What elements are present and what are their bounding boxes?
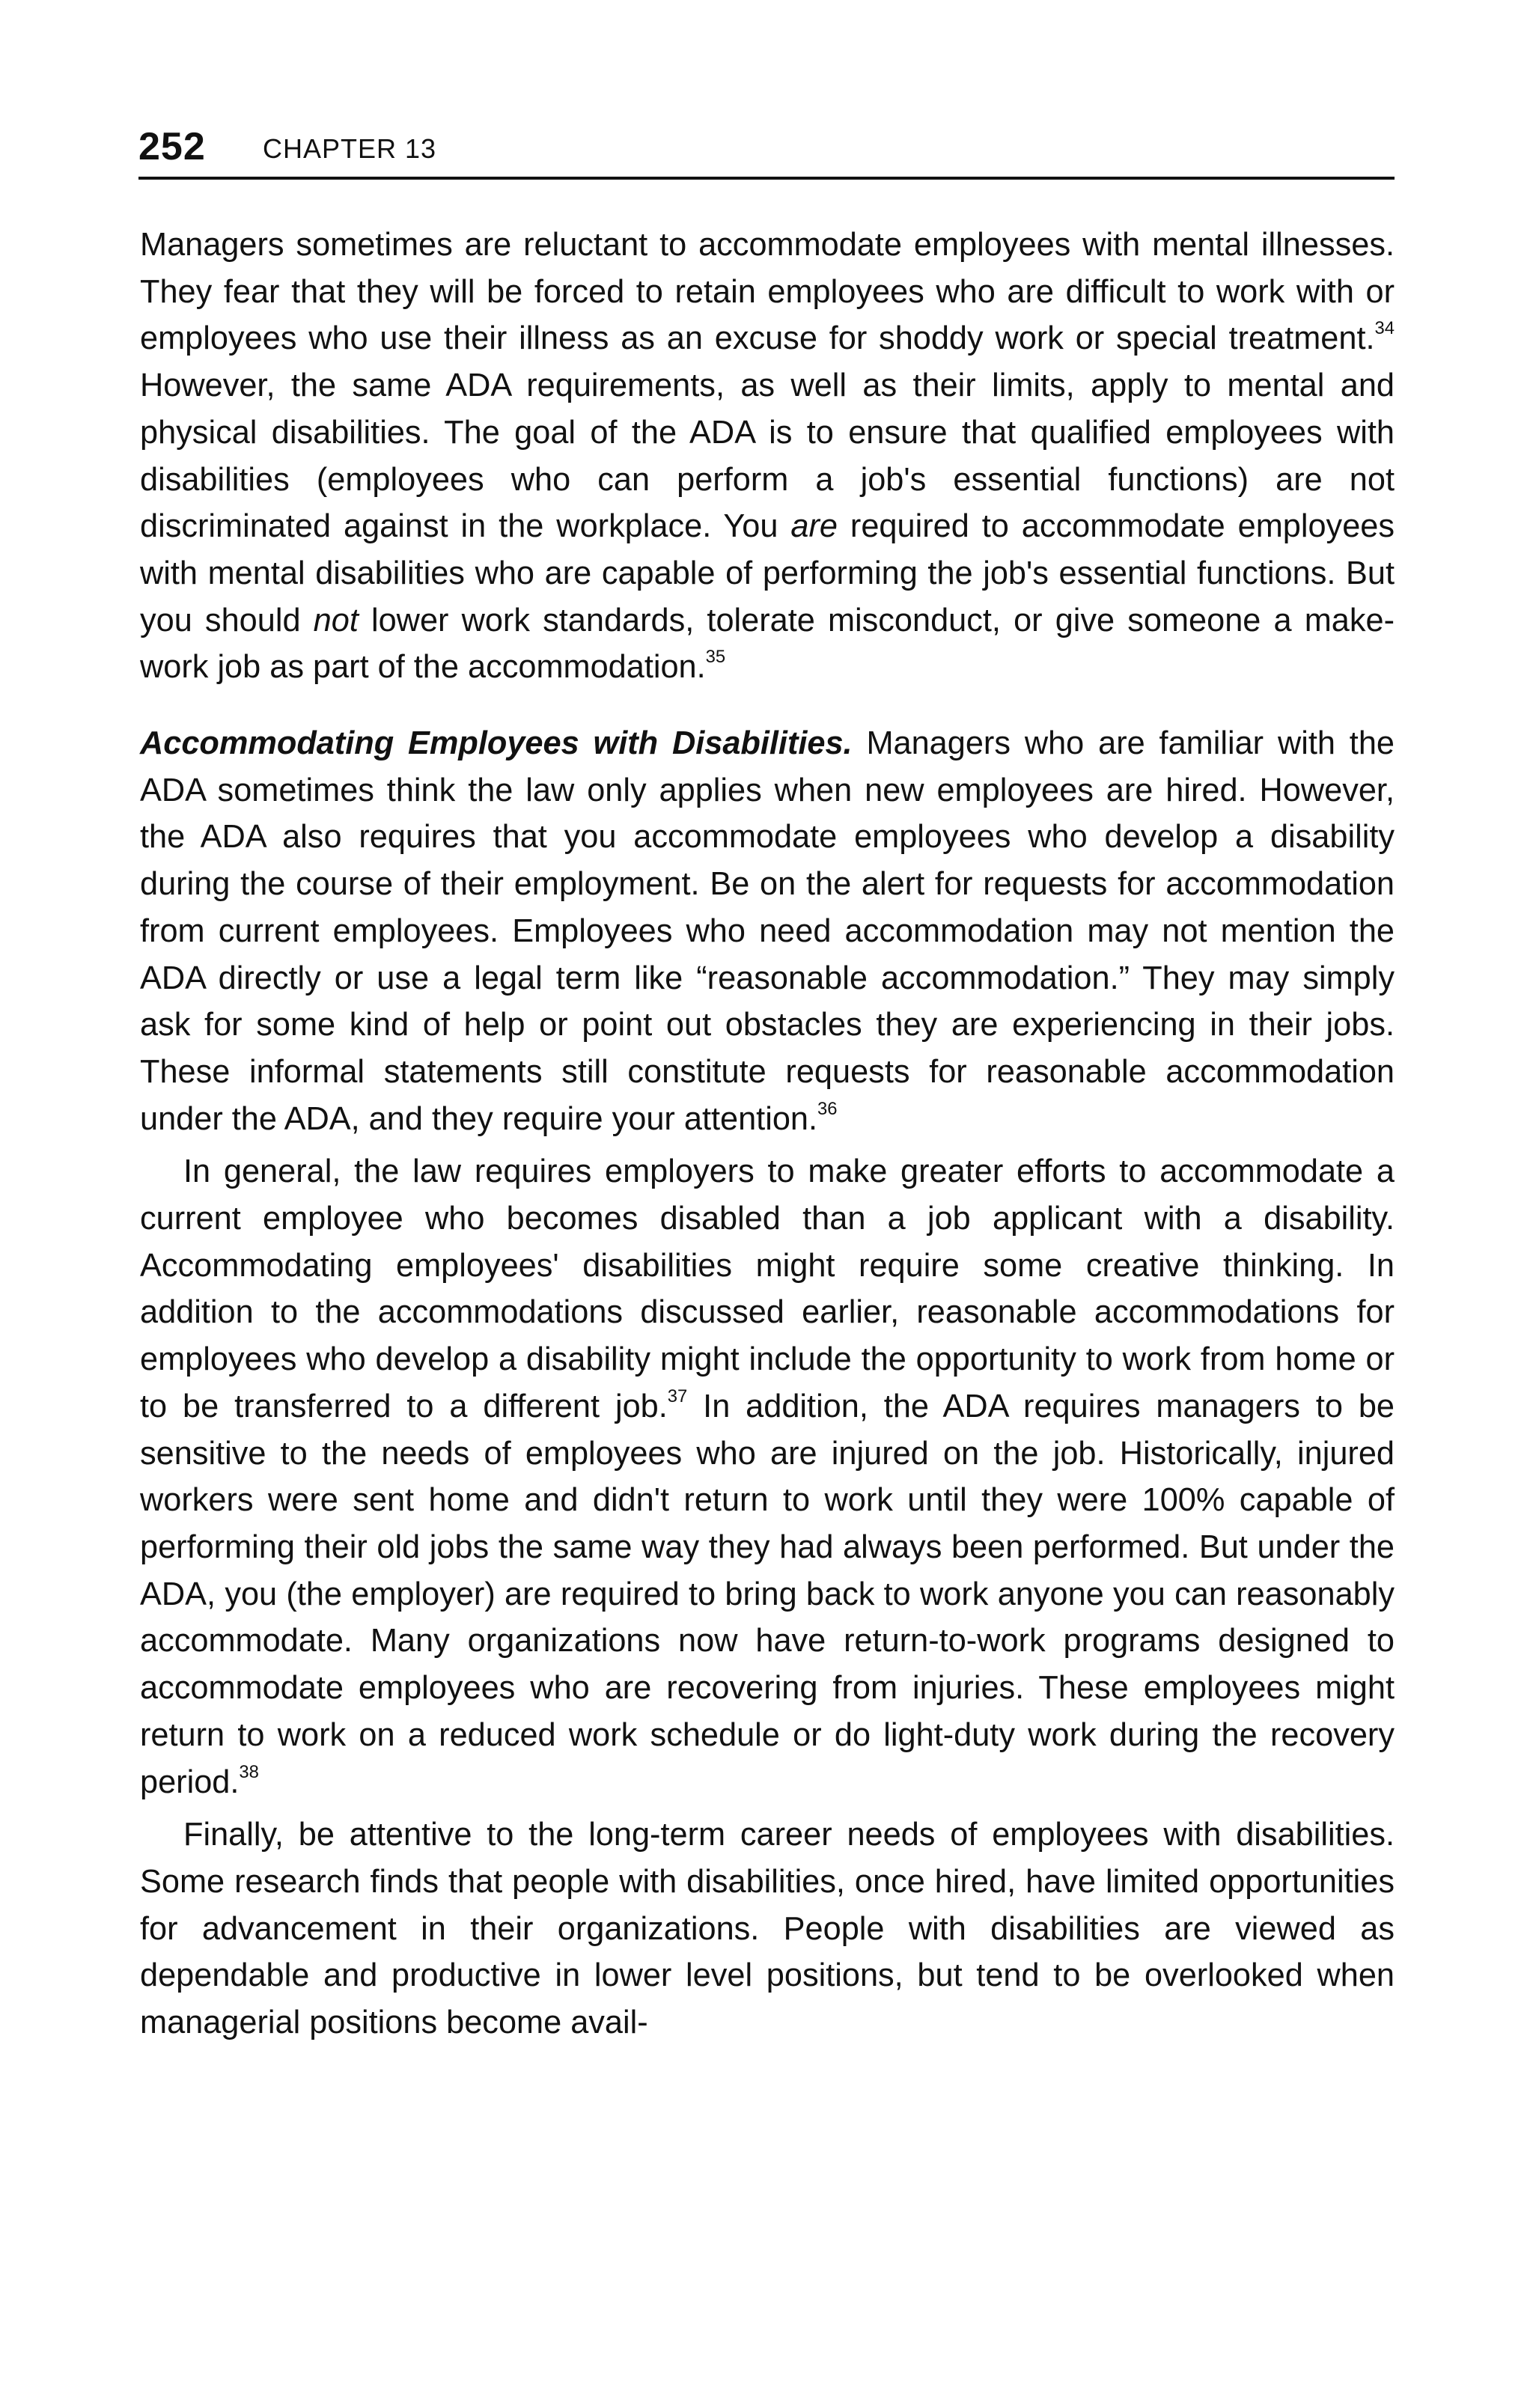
running-header <box>138 121 1395 180</box>
footnote-ref: 37 <box>667 1386 688 1406</box>
text-run: However, the same ADA requirements, as well as their limits, apply to mental and physical disabilities. The goal of the ADA is to ensure that qualified employees with disabilities (employees who can perform a job's essential functions) are not discriminated against in the workplace. You <box>140 368 1395 545</box>
text-run: Managers sometimes are reluctant to accommodate employees with mental illnesses. They fear that they will be forced to retain employees who are difficult to work with or employees who use their illness as an excuse for shoddy work or special treatment. <box>140 227 1395 357</box>
text-run: required to accommodate employees with mental disabilities who are capable of performing the job's essential functions. But you should <box>140 508 1395 638</box>
paragraph-general-law <box>140 1148 1395 1805</box>
paragraph-career-needs <box>140 1811 1395 2046</box>
emphasis: not <box>313 602 359 638</box>
footnote-ref: 38 <box>239 1761 259 1782</box>
body-text <box>140 222 1395 2046</box>
chapter-label: CHAPTER 13 <box>263 133 437 164</box>
text-run: Managers who are familiar with the ADA sometimes think the law only applies when new employees are hired. However, the ADA also requires that you accommodate employees who develop a disability during the course of their employment. Be on the alert for requests for accommodation from current employees. Employees who need accommodation may not mention the ADA directly or use a legal term like “reasonable accommodation.” They may simply ask for some kind of help or point out obstacles they are experiencing in their jobs. These informal statements still constitute requests for reasonable accommodation under the ADA, and they require your attention. <box>140 725 1395 1137</box>
paragraph-mental-illness <box>140 222 1395 691</box>
footnote-ref: 34 <box>1374 318 1395 339</box>
text-run: In general, the law requires employers to make greater efforts to accommodate a current employee who becomes disabled than a job applicant with a disability. Accommodating employees' disabilities might require some creative thinking. In addition to the accommodations discussed earlier, reasonable accommodations for employees who develop a disability might include the opportunity to work from home or to be transferred to a different job. <box>140 1153 1395 1424</box>
paragraph-accommodating-employees <box>140 720 1395 1142</box>
page-number: 252 <box>138 125 206 168</box>
run-in-heading: Accommodating Employees with Disabilities. <box>140 725 853 762</box>
text-run: In addition, the ADA requires managers to be sensitive to the needs of employees who are injured on the job. Historically, injured workers were sent home and didn't return to work until they were 100% capable of performing their old jobs the same way they had always been performed. But under the ADA, you (the employer) are required to bring back to work anyone you can reasonably accommodate. Many organizations now have return-to-work programs designed to accommodate employees who are recovering from injuries. These employees might return to work on a reduced work schedule or do light-duty work during the recovery period. <box>140 1388 1395 1800</box>
text-run: lower work standards, tolerate misconduct, or give someone a make-work job as part of the accommodation. <box>140 602 1395 686</box>
text-run: Finally, be attentive to the long-term career needs of employees with disabilities. Some research finds that people with disabilities, once hired, have limited opportunities for advancement in their organizations. People with disabilities are viewed as dependable and productive in lower level positions, but tend to be overlooked when managerial positions become avail- <box>140 1817 1395 2041</box>
footnote-ref: 36 <box>817 1098 838 1119</box>
footnote-ref: 35 <box>705 647 726 668</box>
emphasis: are <box>790 508 838 545</box>
